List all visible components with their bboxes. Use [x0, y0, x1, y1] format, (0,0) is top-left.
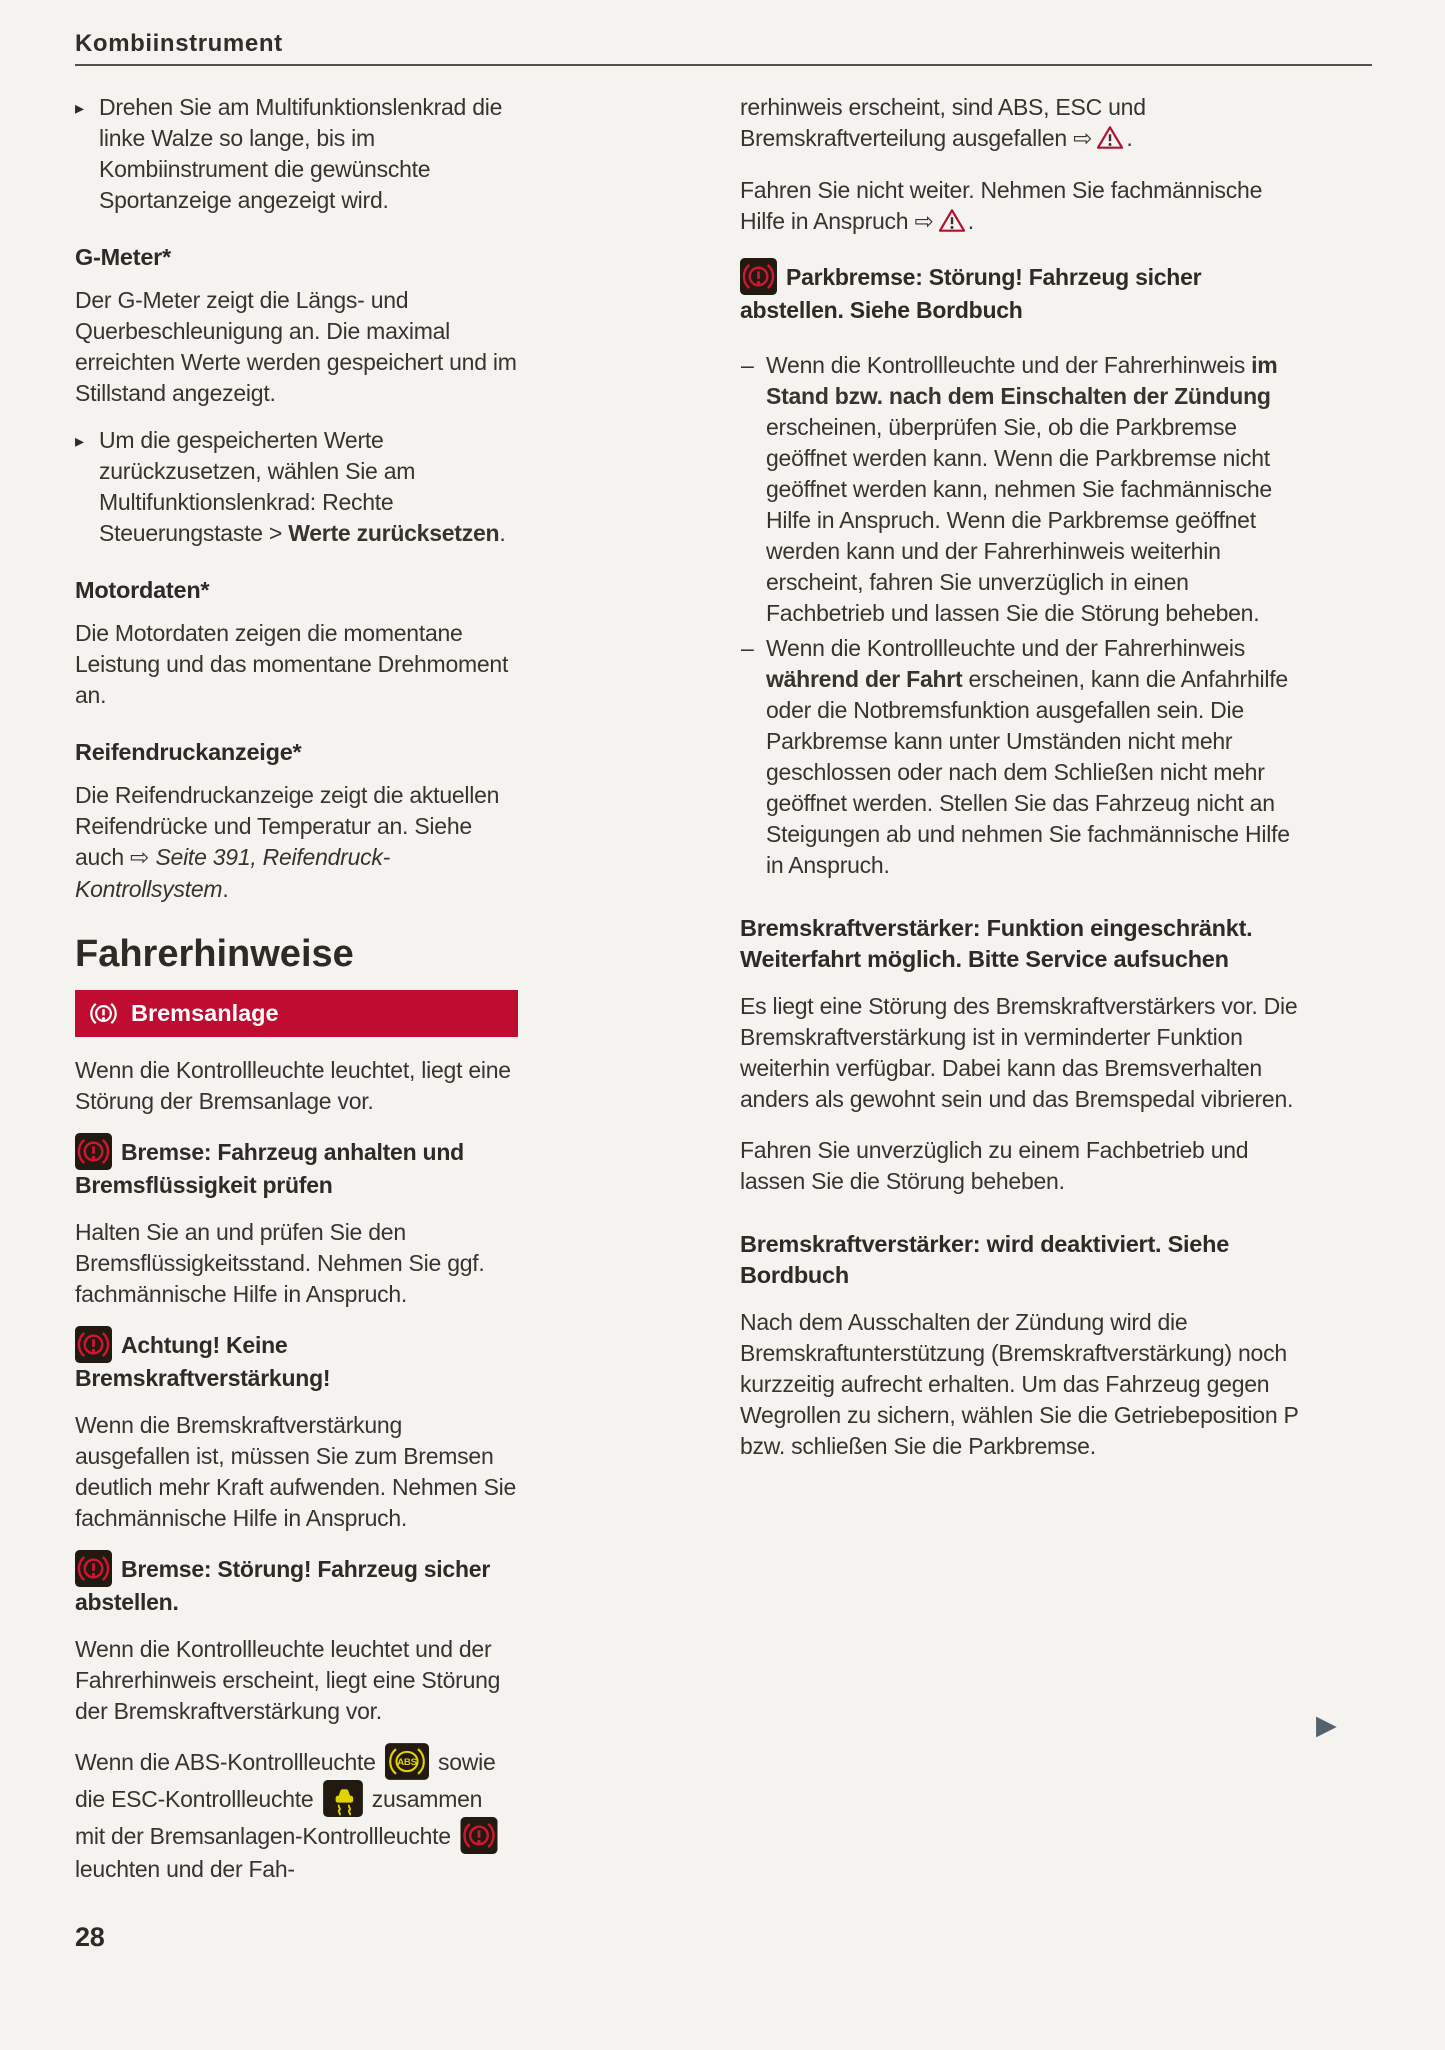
list-item-text-end: .: [499, 520, 506, 546]
dash-marker: –: [741, 352, 754, 378]
brake-warning-icon: [460, 1817, 498, 1854]
message-heading: Bremskraftverstärker: wird deaktiviert. Siehe Bordbuch: [740, 1231, 1230, 1288]
list-item-text: Wenn die Kontrollleuchte und der Fahrerhinweis: [766, 352, 1252, 378]
paragraph: Der G-Meter zeigt die Längs- und Querbeschleunigung an. Die maximal erreichten Werte werden gespeichert und im Stillstand angezeigt.: [75, 287, 517, 406]
paragraph-text-end: .: [1126, 125, 1133, 151]
header-divider: [75, 64, 1372, 66]
warning-heading-text: Bremse: Fahrzeug anhalten und Bremsflüssigkeit prüfen: [75, 1139, 464, 1198]
dash-list: [740, 350, 1300, 881]
warning-heading-text: Bremse: Störung! Fahrzeug sicher abstellen.: [75, 1556, 491, 1615]
paragraph: Halten Sie an und prüfen Sie den Bremsflüssigkeitsstand. Nehmen Sie ggf. fachmännische Hilfe in Anspruch.: [75, 1219, 485, 1307]
warning-triangle-icon: [938, 208, 966, 233]
list-item-text: Drehen Sie am Multifunktionslenkrad die linke Walze so lange, bis im Kombiinstrument die gewünschte Sportanzeige angezeigt wird.: [99, 94, 503, 213]
message-heading: Bremskraftverstärker: Funktion eingeschränkt. Weiterfahrt möglich. Bitte Service aufsuchen: [740, 915, 1253, 972]
list-item-text: Wenn die Kontrollleuchte und der Fahrerhinweis: [766, 635, 1246, 661]
emphasis-bold: im Stand bzw. nach dem Einschalten der Zündung: [766, 352, 1278, 409]
warning-heading: [75, 1133, 518, 1201]
left-column: [75, 92, 518, 1901]
brake-warning-icon: [75, 1326, 112, 1363]
menu-path-bold: Werte zurücksetzen: [288, 520, 500, 546]
paragraph-text: Fahren Sie nicht weiter. Nehmen Sie fachmännische Hilfe in Anspruch: [740, 177, 1263, 234]
warning-triangle-icon: [1096, 125, 1124, 150]
warning-heading: [75, 1550, 518, 1618]
bullet-triangle-icon: ▸: [75, 431, 84, 451]
paragraph-text: Wenn die ABS-Kontrollleuchte: [75, 1749, 382, 1775]
abs-warning-icon: [385, 1743, 429, 1780]
abs-icon-label: ABS: [397, 1757, 417, 1769]
list-item-text: Um die gespeicherten Werte zurückzusetzen, wählen Sie am Multifunktionslenkrad: Rechte Steuerungstaste >: [99, 427, 416, 546]
subheading-gmeter: G-Meter*: [75, 244, 171, 270]
banner-label: Bremsanlage: [131, 1000, 279, 1026]
reference-arrow-icon: ⇨: [130, 845, 150, 871]
paragraph-text: Die Reifendruckanzeige zeigt die aktuellen Reifendrücke und Temperatur an. Siehe auch: [75, 782, 500, 870]
list-item-text: erscheinen, überprüfen Sie, ob die Parkbremse geöffnet werden kann. Wenn die Parkbremse nicht geöffnet werden kann, nehmen Sie fachmännische Hilfe in Anspruch. Wenn die Parkbremse geöffnet werden kann und der Fahrerhinweis weiterhin erscheint, fahren Sie unverzüglich in einen Fachbetrieb und lassen Sie die Störung beheben.: [766, 414, 1272, 626]
paragraph-with-icons: [75, 1743, 518, 1885]
bullet-triangle-icon: ▸: [75, 98, 84, 118]
paragraph: Wenn die Kontrollleuchte leuchtet, liegt eine Störung der Bremsanlage vor.: [75, 1057, 511, 1114]
brake-warning-icon: [75, 1133, 112, 1170]
page-title: Kombiinstrument: [75, 30, 283, 57]
dash-list-item: [740, 633, 1300, 881]
brake-warning-icon: [88, 998, 119, 1029]
list-item: [75, 92, 518, 216]
reference-arrow-icon: ⇨: [1073, 126, 1093, 152]
list-item-text: erscheinen, kann die Anfahrhilfe oder die Notbremsfunktion ausgefallen sein. Die Parkbremse kann unter Umständen nicht mehr geschlossen oder nach dem Schließen nicht mehr geöffnet werden. Stellen Sie das Fahrzeug nicht an Steigungen ab und nehmen Sie fachmännische Hilfe in Anspruch.: [766, 666, 1290, 878]
esc-warning-icon: [323, 1780, 363, 1817]
right-column: [740, 92, 1300, 1482]
paragraph: Wenn die Kontrollleuchte leuchtet und der Fahrerhinweis erscheint, liegt eine Störung der Bremskraftverstärkung vor.: [75, 1636, 501, 1724]
brake-system-banner: [75, 990, 518, 1037]
brake-warning-icon: [740, 258, 777, 295]
page-number: 28: [75, 1922, 105, 1952]
reference-arrow-icon: ⇨: [914, 209, 934, 235]
cross-reference: Seite 391, Reifendruck-Kontrollsystem: [75, 844, 391, 902]
paragraph-text: rerhinweis erscheint, sind ABS, ESC und Bremskraftverteilung ausgefallen: [740, 94, 1146, 151]
paragraph-text-end: .: [222, 876, 229, 902]
paragraph: [740, 92, 1300, 155]
continuation-arrow-icon: ▶: [1316, 1710, 1337, 1741]
paragraph: [75, 780, 518, 905]
paragraph-text: leuchten und der Fah-: [75, 1856, 295, 1882]
paragraph-text: zusammen mit der Bremsanlagen-Kontrollleuchte: [75, 1786, 483, 1849]
paragraph: Nach dem Ausschalten der Zündung wird die Bremskraftunterstützung (Bremskraftverstärkung) noch kurzzeitig aufrecht erhalten. Um das Fahrzeug gegen Wegrollen zu sichern, wählen Sie die Getriebeposition P bzw. schließen Sie die Parkbremse.: [740, 1309, 1299, 1459]
emphasis-bold: während der Fahrt: [766, 666, 963, 692]
dash-list-item: [740, 350, 1300, 629]
paragraph-text: sowie die ESC-Kontrollleuchte: [75, 1749, 496, 1812]
warning-heading: [740, 258, 1300, 326]
subheading-motordaten: Motordaten*: [75, 577, 210, 603]
brake-warning-icon: [75, 1550, 112, 1587]
warning-heading-text: Achtung! Keine Bremskraftverstärkung!: [75, 1332, 331, 1391]
paragraph: Wenn die Bremskraftverstärkung ausgefallen ist, müssen Sie zum Bremsen deutlich mehr Kraft aufwenden. Nehmen Sie fachmännische Hilfe in Anspruch.: [75, 1412, 517, 1531]
paragraph: Es liegt eine Störung des Bremskraftverstärkers vor. Die Bremskraftverstärkung ist in verminderter Funktion weiterhin verfügbar. Dabei kann das Bremsverhalten anders als gewohnt sein und das Bremspedal vibrieren.: [740, 993, 1298, 1112]
paragraph: Fahren Sie unverzüglich zu einem Fachbetrieb und lassen Sie die Störung beheben.: [740, 1137, 1249, 1194]
paragraph: [740, 175, 1300, 238]
section-title-fahrerhinweise: Fahrerhinweise: [75, 933, 354, 975]
dash-marker: –: [741, 635, 754, 661]
subheading-reifendruck: Reifendruckanzeige*: [75, 739, 302, 765]
warning-heading: [75, 1326, 518, 1394]
paragraph-text-end: .: [967, 208, 974, 234]
paragraph: Die Motordaten zeigen die momentane Leistung und das momentane Drehmoment an.: [75, 620, 509, 708]
warning-heading-text: Parkbremse: Störung! Fahrzeug sicher abstellen. Siehe Bordbuch: [740, 264, 1202, 323]
list-item: [75, 425, 518, 549]
